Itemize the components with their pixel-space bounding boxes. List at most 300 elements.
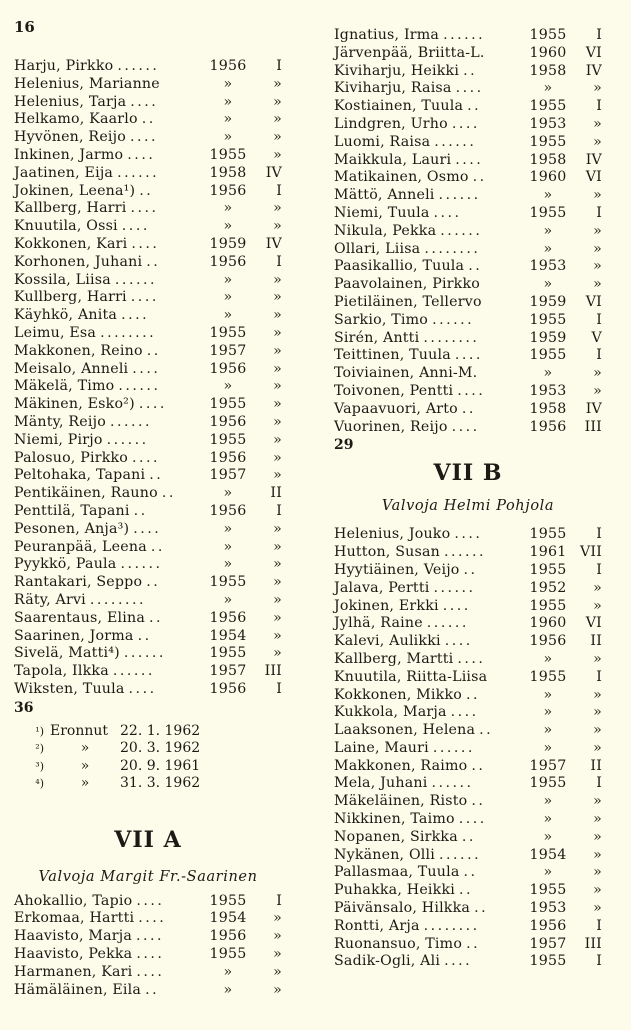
leader-dots: ....	[457, 650, 486, 667]
leader-dots: ..	[141, 111, 156, 128]
student-name: Vapaavuori, Arto	[334, 400, 458, 417]
leader-dots: ..	[471, 793, 486, 810]
grade-level: »	[273, 307, 282, 324]
grade-level: »	[593, 276, 602, 293]
leader-dots: ....	[454, 526, 483, 543]
leader-dots: ..	[461, 828, 476, 845]
student-row	[334, 27, 602, 45]
student-name: Kallberg, Martti	[334, 650, 454, 667]
student-row	[334, 775, 602, 793]
leader-dots: ......	[432, 739, 475, 756]
leader-dots: ......	[114, 271, 157, 288]
footnotes	[14, 723, 282, 793]
grade-level: II	[590, 633, 602, 650]
leader-dots: ......	[117, 58, 160, 74]
student-name: Kiviharju, Raisa	[334, 80, 452, 97]
leader-dots: ....	[457, 382, 486, 399]
student-name: Helenius, Tarja	[14, 93, 127, 110]
leader-dots: ......	[432, 311, 475, 328]
leader-dots: ..	[459, 882, 474, 899]
student-row	[334, 419, 602, 437]
page-number: 16	[14, 18, 35, 36]
footnote-date: 22. 1. 1962	[120, 722, 201, 739]
student-name: Hyytiäinen, Veijo	[334, 561, 460, 578]
birth-year: 1960	[529, 615, 567, 632]
student-row	[14, 450, 282, 468]
birth-year: 1952	[529, 579, 567, 596]
footnote-text: »	[80, 775, 90, 792]
student-name: Wiksten, Tuula	[14, 680, 125, 697]
footnote-mark: ¹)	[35, 724, 44, 738]
leader-dots: ..	[466, 935, 481, 952]
student-name: Harju, Pirkko	[14, 58, 114, 74]
student-name: Järvenpää, Briitta-L.	[334, 44, 485, 61]
student-name: Kokkonen, Kari	[14, 235, 128, 252]
student-row	[14, 289, 282, 307]
grade-level: III	[264, 663, 282, 680]
birth-year: 1956	[209, 680, 247, 697]
grade-level: »	[273, 360, 282, 377]
grade-level: »	[273, 910, 282, 927]
student-list-continued	[334, 27, 602, 436]
grade-level: »	[273, 200, 282, 217]
grade-level: »	[593, 811, 602, 828]
footnote-date: 20. 3. 1962	[120, 740, 201, 757]
leader-dots: ....	[444, 633, 473, 650]
student-name: Nopanen, Sirkka	[334, 828, 458, 845]
birth-year: 1955	[529, 597, 567, 614]
birth-year: »	[543, 722, 553, 739]
leader-dots: ....	[136, 963, 165, 980]
student-name: Käyhkö, Anita	[14, 307, 118, 324]
student-name: Leimu, Esa	[14, 324, 97, 341]
leader-dots: ..	[468, 258, 483, 275]
leader-dots: ....	[444, 953, 473, 970]
leader-dots: ......	[123, 645, 166, 662]
right-column	[334, 27, 602, 971]
student-row	[14, 147, 282, 165]
birth-year: »	[223, 200, 233, 217]
grade-level: »	[593, 739, 602, 756]
birth-year: »	[543, 365, 553, 382]
birth-year: 1954	[209, 910, 247, 927]
student-row	[14, 129, 282, 147]
birth-year: 1955	[529, 204, 567, 221]
student-row	[14, 663, 282, 681]
birth-year: 1955	[209, 396, 247, 413]
birth-year: »	[223, 93, 233, 110]
student-name: Niemi, Pirjo	[14, 431, 103, 448]
birth-year: »	[543, 240, 553, 257]
student-name: Pyykkö, Paula	[14, 556, 117, 573]
student-row	[14, 254, 282, 272]
student-name: Rontti, Arja	[334, 917, 420, 934]
grade-level: »	[593, 597, 602, 614]
student-row	[14, 628, 282, 646]
left-column	[14, 58, 282, 999]
grade-level: »	[273, 538, 282, 555]
student-name: Mäkeläinen, Risto	[334, 793, 468, 810]
grade-level: »	[273, 111, 282, 128]
student-row	[334, 347, 602, 365]
class-count: 29	[334, 437, 354, 454]
grade-level: »	[273, 396, 282, 413]
student-row	[14, 325, 282, 343]
birth-year: »	[223, 75, 233, 92]
student-row	[334, 722, 602, 740]
grade-level: »	[273, 963, 282, 980]
grade-level: »	[273, 928, 282, 945]
student-name: Saarinen, Jorma	[14, 627, 134, 644]
section-title-vii-b: VII B	[433, 460, 503, 487]
birth-year: 1954	[209, 627, 247, 644]
leader-dots: ......	[106, 431, 149, 448]
birth-year: »	[543, 686, 553, 703]
student-row	[334, 953, 602, 971]
leader-dots: ..	[467, 98, 482, 115]
birth-year: 1960	[529, 169, 567, 186]
student-name: Ignatius, Irma	[334, 27, 440, 43]
birth-year: »	[223, 289, 233, 306]
leader-dots: ..	[472, 169, 487, 186]
student-row	[334, 687, 602, 705]
student-row	[334, 651, 602, 669]
birth-year: »	[543, 704, 553, 721]
birth-year: 1953	[529, 900, 567, 917]
leader-dots: ....	[130, 129, 159, 146]
leader-dots: ..	[466, 686, 481, 703]
student-name: Kossila, Liisa	[14, 271, 111, 288]
student-row	[334, 294, 602, 312]
birth-year: 1955	[209, 574, 247, 591]
birth-year: 1956	[209, 182, 247, 199]
student-row	[14, 200, 282, 218]
birth-year: 1959	[529, 329, 567, 346]
birth-year: »	[223, 556, 233, 573]
grade-level: »	[593, 846, 602, 863]
leader-dots: ....	[131, 235, 160, 252]
student-name: Sirén, Antti	[334, 329, 420, 346]
grade-level: »	[273, 591, 282, 608]
grade-level: »	[593, 793, 602, 810]
grade-level: »	[593, 828, 602, 845]
student-row	[334, 187, 602, 205]
grade-level: I	[276, 182, 282, 199]
leader-dots: ......	[433, 579, 476, 596]
student-list-vii-a	[14, 893, 282, 1000]
birth-year: 1957	[529, 935, 567, 952]
student-row	[334, 900, 602, 918]
student-name: Nikula, Pekka	[334, 222, 437, 239]
footnote	[14, 775, 282, 793]
student-name: Vuorinen, Reijo	[334, 418, 448, 435]
leader-dots: ....	[127, 146, 156, 163]
birth-year: 1955	[209, 892, 247, 909]
student-name: Hyvönen, Reijo	[14, 129, 126, 146]
student-row	[334, 116, 602, 134]
leader-dots: ....	[455, 80, 484, 97]
grade-level: VII	[579, 544, 602, 561]
leader-dots: ....	[121, 218, 150, 235]
student-name: Sadik-Ogli, Ali	[334, 953, 441, 970]
grade-level: »	[273, 75, 282, 92]
student-row	[14, 574, 282, 592]
birth-year: 1959	[209, 235, 247, 252]
student-name: Puhakka, Heikki	[334, 882, 455, 899]
student-row	[334, 811, 602, 829]
student-row	[334, 169, 602, 187]
birth-year: 1956	[209, 609, 247, 626]
birth-year: 1956	[209, 253, 247, 270]
grade-level: I	[596, 27, 602, 43]
grade-level: »	[593, 80, 602, 97]
student-row	[334, 918, 602, 936]
student-row	[334, 598, 602, 616]
grade-level: VI	[585, 169, 602, 186]
leader-dots: ......	[120, 556, 163, 573]
student-name: Makkonen, Reino	[14, 342, 143, 359]
student-name: Kullberg, Harri	[14, 289, 127, 306]
footnote-text: »	[80, 740, 90, 757]
leader-dots: ....	[433, 204, 462, 221]
leader-dots: ......	[438, 187, 481, 204]
student-row	[14, 165, 282, 183]
footnote	[14, 723, 282, 741]
leader-dots: ....	[136, 928, 165, 945]
grade-level: I	[596, 204, 602, 221]
leader-dots: ..	[146, 253, 161, 270]
leader-dots: ......	[118, 378, 161, 395]
birth-year: 1955	[209, 645, 247, 662]
grade-level: VI	[585, 44, 602, 61]
leader-dots: ..	[139, 182, 154, 199]
birth-year: 1956	[209, 360, 247, 377]
grade-level: »	[593, 864, 602, 881]
grade-level: »	[273, 627, 282, 644]
grade-level: I	[276, 892, 282, 909]
leader-dots: ....	[132, 360, 161, 377]
grade-level: »	[273, 609, 282, 626]
student-name: Pesonen, Anja³)	[14, 520, 130, 537]
student-row	[14, 236, 282, 254]
student-name: Kokkonen, Mikko	[334, 686, 462, 703]
birth-year: »	[223, 218, 233, 235]
birth-year: 1956	[209, 413, 247, 430]
leader-dots: ......	[431, 775, 474, 792]
birth-year: 1956	[209, 58, 247, 74]
supervisor-vii-a: Valvoja Margit Fr.-Saarinen	[38, 868, 258, 885]
student-row	[14, 910, 282, 928]
student-name: Sivelä, Matti⁴)	[14, 645, 120, 662]
grade-level: »	[273, 520, 282, 537]
class-count: 36	[14, 699, 34, 716]
leader-dots: ....	[451, 115, 480, 132]
leader-dots: ......	[426, 615, 469, 632]
student-row	[334, 793, 602, 811]
grade-level: »	[273, 146, 282, 163]
student-name: Paasikallio, Tuula	[334, 258, 465, 275]
leader-dots: ..	[471, 757, 486, 774]
leader-dots: ..	[463, 561, 478, 578]
birth-year: 1956	[209, 502, 247, 519]
student-name: Kukkola, Marja	[334, 704, 447, 721]
student-row	[14, 893, 282, 911]
footnote	[14, 758, 282, 776]
student-row	[334, 864, 602, 882]
leader-dots: ......	[443, 544, 487, 561]
student-name: Peuranpää, Leena	[14, 538, 147, 555]
birth-year: »	[543, 864, 553, 881]
student-row	[14, 467, 282, 485]
leader-dots: ....	[138, 396, 167, 413]
grade-level: »	[273, 289, 282, 306]
student-name: Lindgren, Urho	[334, 115, 448, 132]
student-row	[14, 111, 282, 129]
birth-year: 1955	[529, 133, 567, 150]
grade-level: I	[596, 917, 602, 934]
student-row	[14, 592, 282, 610]
leader-dots: ....	[451, 418, 480, 435]
grade-level: I	[596, 775, 602, 792]
student-row	[14, 378, 282, 396]
student-name: Mäkinen, Esko²)	[14, 396, 135, 413]
grade-level: III	[584, 935, 602, 952]
grade-level: »	[593, 258, 602, 275]
grade-level: »	[593, 365, 602, 382]
student-row	[334, 562, 602, 580]
student-row	[334, 383, 602, 401]
student-name: Mättö, Anneli	[334, 187, 435, 204]
birth-year: 1955	[529, 668, 567, 685]
student-row	[334, 258, 602, 276]
leader-dots: ....	[458, 811, 487, 828]
student-name: Hutton, Susan	[334, 544, 440, 561]
student-row	[334, 401, 602, 419]
birth-year: 1958	[529, 151, 567, 168]
student-name: Kalevi, Aulikki	[334, 633, 441, 650]
birth-year: »	[543, 650, 553, 667]
leader-dots: ....	[128, 680, 157, 697]
student-row	[334, 758, 602, 776]
leader-dots: ..	[461, 400, 476, 417]
student-row	[334, 152, 602, 170]
student-row	[334, 882, 602, 900]
birth-year: »	[223, 591, 233, 608]
student-name: Korhonen, Juhani	[14, 253, 143, 270]
grade-level: »	[273, 378, 282, 395]
grade-level: I	[596, 561, 602, 578]
leader-dots: ..	[146, 342, 161, 359]
birth-year: 1958	[529, 400, 567, 417]
birth-year: 1955	[529, 27, 567, 43]
grade-level: VI	[585, 615, 602, 632]
grade-level: »	[273, 342, 282, 359]
student-name: Hämäläinen, Eila	[14, 981, 142, 998]
birth-year: 1953	[529, 382, 567, 399]
student-row	[14, 307, 282, 325]
footnote-date: 31. 3. 1962	[120, 775, 201, 792]
grade-level: »	[593, 704, 602, 721]
birth-year: »	[223, 485, 233, 502]
student-name: Jokinen, Erkki	[334, 597, 439, 614]
student-name: Penttilä, Tapani	[14, 502, 130, 519]
leader-dots: ....	[138, 910, 167, 927]
student-name: Knuutila, Ossi	[14, 218, 118, 235]
student-row	[14, 414, 282, 432]
student-name: Pallasmaa, Tuula	[334, 864, 460, 881]
birth-year: 1955	[529, 311, 567, 328]
leader-dots: ....	[136, 892, 165, 909]
grade-level: I	[276, 502, 282, 519]
grade-level: I	[596, 311, 602, 328]
footnote-text: Eronnut	[50, 722, 109, 739]
birth-year: 1955	[529, 561, 567, 578]
student-name: Teittinen, Tuula	[334, 347, 451, 364]
birth-year: 1955	[529, 98, 567, 115]
birth-year: 1955	[209, 324, 247, 341]
birth-year: »	[223, 378, 233, 395]
student-name: Erkomaa, Hartti	[14, 910, 135, 927]
student-row	[334, 276, 602, 294]
birth-year: »	[223, 520, 233, 537]
leader-dots: ..	[137, 627, 152, 644]
birth-year: 1955	[209, 431, 247, 448]
birth-year: »	[543, 793, 553, 810]
birth-year: 1955	[529, 953, 567, 970]
section-title-vii-a: VII A	[114, 826, 182, 853]
student-row	[334, 205, 602, 223]
student-row	[334, 80, 602, 98]
grade-level: »	[593, 722, 602, 739]
grade-level: I	[276, 253, 282, 270]
birth-year: 1957	[209, 467, 247, 484]
birth-year: 1961	[529, 544, 567, 561]
student-name: Helenius, Jouko	[334, 526, 451, 543]
student-row	[14, 76, 282, 94]
student-name: Haavisto, Pekka	[14, 946, 133, 963]
grade-level: I	[276, 680, 282, 697]
birth-year: »	[223, 963, 233, 980]
student-name: Inkinen, Jarmo	[14, 146, 124, 163]
birth-year: 1954	[529, 846, 567, 863]
student-name: Harmanen, Kari	[14, 963, 133, 980]
birth-year: 1953	[529, 115, 567, 132]
student-name: Räty, Arvi	[14, 591, 86, 608]
leader-dots: ......	[439, 846, 482, 863]
birth-year: »	[543, 187, 553, 204]
birth-year: 1956	[529, 633, 567, 650]
birth-year: »	[543, 222, 553, 239]
leader-dots: ....	[130, 93, 159, 110]
student-row	[14, 485, 282, 503]
student-row	[14, 982, 282, 1000]
student-row	[14, 964, 282, 982]
grade-level: I	[596, 98, 602, 115]
grade-level: IV	[265, 164, 282, 181]
leader-dots: ........	[424, 240, 481, 257]
grade-level: »	[273, 218, 282, 235]
student-name: Paavolainen, Pirkko	[334, 276, 481, 293]
birth-year: 1955	[529, 526, 567, 543]
leader-dots: ..	[146, 574, 161, 591]
birth-year: 1955	[209, 146, 247, 163]
birth-year: »	[223, 129, 233, 146]
student-name: Ruonansuo, Timo	[334, 935, 463, 952]
student-row	[14, 58, 282, 76]
grade-level: IV	[585, 400, 602, 417]
birth-year: 1955	[529, 775, 567, 792]
student-row	[14, 432, 282, 450]
